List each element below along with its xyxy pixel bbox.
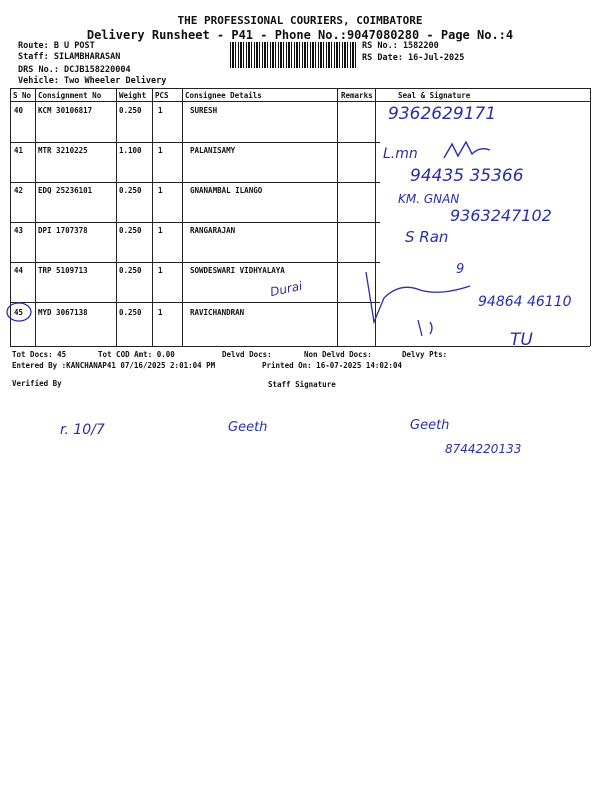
non-delivered-docs: Non Delvd Docs: [304,350,372,359]
row-pcs: 1 [158,146,163,155]
staff-label: Staff: SILAMBHARASAN [18,52,121,62]
row-weight: 0.250 [119,226,142,235]
phone-row-44: 94864 46110 [478,294,572,310]
handwritten-note: Geeth [410,418,450,433]
handwritten-circle [4,300,34,324]
entered-by: Entered By :KANCHANAP41 07/16/2025 2:01:04 PM [12,361,216,370]
row-consignment: KCM 30106817 [38,106,93,115]
col-sno: S No [13,91,32,100]
row-consignee: PALANISAMY [190,146,236,155]
drs-number: DRS No.: DCJB158220004 [18,65,131,75]
row-consignment: TRP 5109713 [38,266,88,275]
row-pcs: 1 [158,266,163,275]
col-pcs: PCS [155,91,169,100]
phone-row-42: 9363247102 [450,206,552,225]
total-docs: Tot Docs: 45 [12,350,67,359]
barcode [230,42,358,68]
company-name: THE PROFESSIONAL COURIERS, COIMBATORE [177,14,423,27]
row-sno: 43 [14,226,24,235]
signature-row-43: S Ran [405,228,449,246]
row-sno: 44 [14,266,24,275]
handwritten-phone: 8744220133 [445,442,522,456]
signature-row-45: TU [510,330,533,350]
col-consignment: Consignment No [38,91,102,100]
row-pcs: 1 [158,106,163,115]
row-sno: 42 [14,186,24,195]
signature-row-41: L.mn [383,146,418,162]
signature-row-44-name: Durai [268,278,304,300]
row-sno: 41 [14,146,24,155]
verified-by: Verified By [12,379,62,388]
delivered-docs: Delvd Docs: [222,350,272,359]
row-weight: 0.250 [119,186,142,195]
signature-scribble [360,262,480,354]
signature-row-44-mark: 9 [456,262,465,277]
col-seal-signature: Seal & Signature [398,91,471,100]
row-consignee: RAVICHANDRAN [190,308,245,317]
route-label: Route: B U POST [18,41,95,51]
row-consignee: SURESH [190,106,218,115]
row-pcs: 1 [158,186,163,195]
rs-date: RS Date: 16-Jul-2025 [362,53,465,63]
row-consignment: DPI 1707378 [38,226,88,235]
handwritten-note: Geeth [228,420,268,435]
row-weight: 1.100 [119,146,142,155]
row-consignee: GNANAMBAL ILANGO [190,186,263,195]
vehicle-label: Vehicle: Two Wheeler Delivery [18,76,167,86]
row-weight: 0.250 [119,308,142,317]
row-sno: 40 [14,106,24,115]
row-sno: 45 [14,308,24,317]
col-consignee: Consignee Details [185,91,262,100]
row-pcs: 1 [158,226,163,235]
signature-row-42: KM. GNAN [398,192,460,206]
signature-scribble [440,138,500,162]
row-weight: 0.250 [119,106,142,115]
row-consignee: SOWDESWARI VIDHYALAYA [190,266,285,275]
total-cod-amount: Tot COD Amt: 0.00 [98,350,175,359]
col-weight: Weight [119,91,147,100]
row-pcs: 1 [158,308,163,317]
col-remarks: Remarks [341,91,373,100]
staff-signature: Staff Signature [268,380,336,389]
printed-on: Printed On: 16-07-2025 14:02:04 [262,361,402,370]
row-consignment: MTR 3210225 [38,146,88,155]
row-consignee: RANGARAJAN [190,226,236,235]
row-consignment: MYD 3067138 [38,308,88,317]
phone-row-41: 94435 35366 [410,166,524,186]
signature-row-40: 9362629171 [388,104,497,124]
row-consignment: EDQ 25236101 [38,186,93,195]
rs-number: RS No.: 1582200 [362,41,439,51]
handwritten-note: r. 10/7 [60,422,105,438]
delivery-points: Delvy Pts: [402,350,448,359]
runsheet-title: Delivery Runsheet - P41 - Phone No.:9047080280 - Page No.:4 [86,28,514,42]
row-weight: 0.250 [119,266,142,275]
